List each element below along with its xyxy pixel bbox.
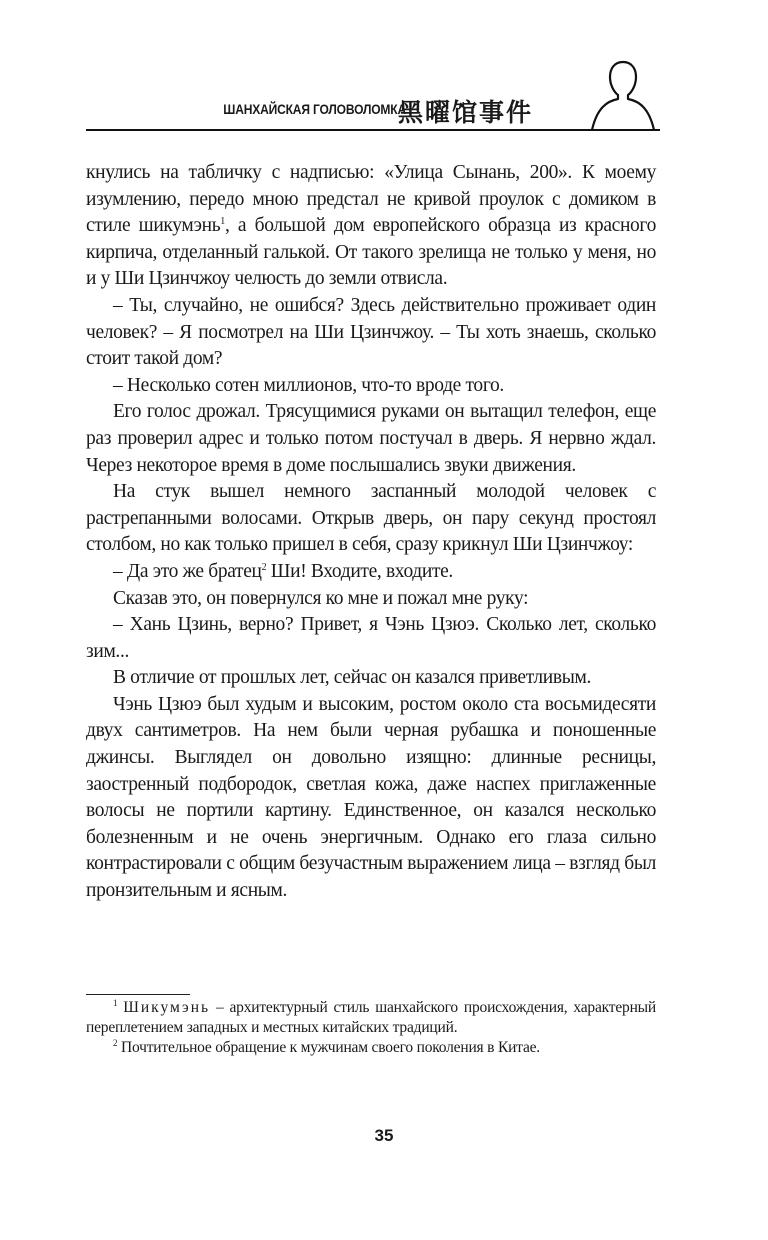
person-silhouette-icon — [587, 60, 659, 132]
paragraph-5: На стук вышел немного заспанный молодой человек с растрепанными волосами. Открыв дверь, он пару секунд простоял столбом, но как только пришел в себя, сразу крикнул Ши Цзинчжоу: — [86, 481, 656, 556]
footnotes — [86, 998, 656, 1058]
body-text — [86, 160, 656, 905]
paragraph-10: Чэнь Цзюэ был худым и высоким, ростом около ста восьмидесяти двух сантиметров. На нем были черная рубашка и поношенные джинсы. Выглядел он довольно изящно: длинные ресницы, заостренный подбородок, светлая кожа, даже наспех приглаженные волосы не портили картину. Единственное, он казался несколько болезненным и не очень энергичным. Однако его глаза сильно контрастировали с общим безучастным выражением лица – взгляд был пронзительным и ясным. — [86, 693, 656, 902]
paragraph-1: кнулись на табличку с надписью: «Улица Сынань, 200». К моему изумлению, передо мною предстал не кривой проулок с домиком в стиле шикумэнь$^1$, а большой дом европейского образца из красного кирпича, отделанный галькой. От такого зрелища не только у меня, но и у Ши Цзинчжоу челюсть до земли отвисла. — [86, 162, 656, 290]
header-rule — [86, 129, 660, 131]
chinese-title: 黑曜馆事件 — [398, 98, 534, 127]
footnote-2: $^2$ Почтительное обращение к мужчинам своего поколения в Китае. — [113, 1038, 540, 1056]
paragraph-4: Его голос дрожал. Трясущимися руками он вытащил телефон, еще раз проверил адрес и только потом постучал в дверь. Я нервно ждал. Через некоторое время в доме послышались звуки движения. — [86, 401, 656, 476]
footnote-ref-1[interactable]: 1 — [220, 216, 225, 228]
book-title: ШАНХАЙСКАЯ ГОЛОВОЛОМКА — [223, 101, 406, 117]
paragraph-6: – Да это же братец$^2$ Ши! Входите, входите. — [113, 560, 453, 582]
footnote-1: $^1$ Шикумэнь – архитектурный стиль шанхайского происхождения, характерный переплетением западных и местных китайских традиций. — [86, 998, 656, 1036]
paragraph-7: Сказав это, он повернулся ко мне и пожал мне руку: — [113, 587, 529, 609]
paragraph-8: – Хань Цзинь, верно? Привет, я Чэнь Цзюэ. Сколько лет, сколько зим... — [86, 614, 656, 662]
paragraph-9: В отличие от прошлых лет, сейчас он казался приветливым. — [113, 667, 591, 689]
paragraph-3: – Несколько сотен миллионов, что-то вроде того. — [113, 374, 504, 396]
page-number: 35 — [374, 1126, 394, 1145]
footnote-divider — [86, 994, 190, 995]
footnote-ref-2[interactable]: 2 — [261, 561, 267, 573]
paragraph-2: – Ты, случайно, не ошибся? Здесь действительно проживает один человек? – Я посмотрел на Ши Цзинчжоу. – Ты хоть знаешь, сколько стоит такой дом? — [86, 294, 656, 370]
running-header — [86, 58, 660, 134]
